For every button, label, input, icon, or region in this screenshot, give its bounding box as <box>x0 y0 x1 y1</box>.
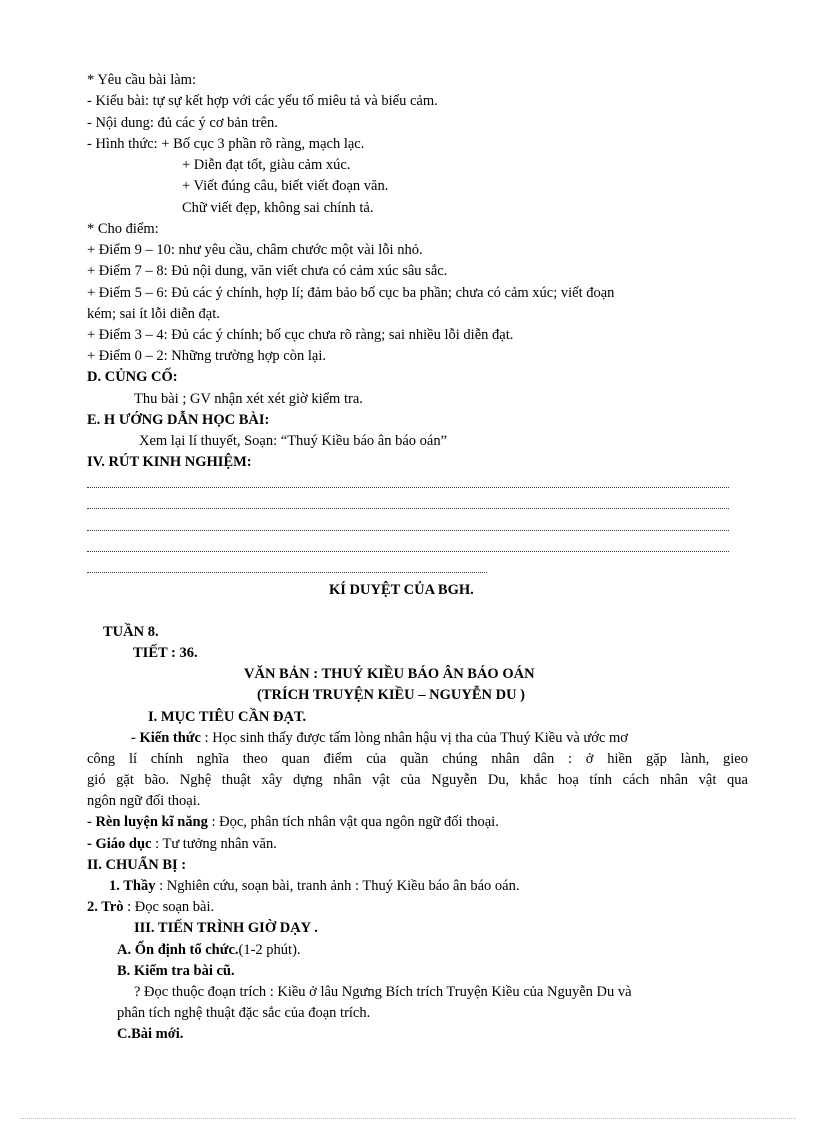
student-line <box>87 898 214 916</box>
grade-3-4: + Điểm 3 – 4: Đủ các ý chính; bố cục chưa rõ ràng; sai nhiều lỗi diễn đạt. <box>87 327 514 343</box>
knowledge-text-3: gió gặt bão. Nghệ thuật xây dựng nhân vật của Nguyễn Du, khắc hoạ tính cách nhân vật qua <box>87 772 748 788</box>
procedure-heading: III. TIẾN TRÌNH GIỜ DẠY . <box>134 920 318 936</box>
objectives-heading: I. MỤC TIÊU CẦN ĐẠT. <box>148 709 307 725</box>
knowledge-text-2: công lí chính nghĩa theo quan điểm của quần chúng nhân dân : ở hiền gặp lành, gieo <box>87 751 748 767</box>
education-label: - Giáo dục <box>87 836 152 852</box>
preparation-heading: II. CHUẨN BỊ : <box>87 857 187 873</box>
consolidation-text: Thu bài ; GV nhận xét xét giờ kiểm tra. <box>134 391 363 407</box>
dotted-line <box>87 571 487 573</box>
grade-5-6: + Điểm 5 – 6: Đủ các ý chính, hợp lí; đảm bảo bố cục ba phần; chưa có cảm xúc; viết đoạn <box>87 285 615 301</box>
guidance-text: Xem lại lí thuyết, Soạn: “Thuý Kiều báo ân báo oán” <box>139 433 448 449</box>
form-sub-line-1: + Diễn đạt tốt, giàu cảm xúc. <box>182 157 351 173</box>
teacher-label: 1. Thầy <box>109 878 156 894</box>
experience-heading: IV. RÚT KINH NGHIỆM: <box>87 454 252 470</box>
teacher-text: : Nghiên cứu, soạn bài, tranh ảnh : Thuý Kiều báo ân báo oán. <box>155 878 520 894</box>
guidance-heading: E. H ƯỚNG DẪN HỌC BÀI: <box>87 412 270 428</box>
review-question: ? Đọc thuộc đoạn trích : Kiều ở lâu Ngưng Bích trích Truyện Kiều của Nguyễn Du và <box>134 984 632 1000</box>
knowledge-line <box>131 729 628 747</box>
form-sub-line-3: Chữ viết đẹp, không sai chính tả. <box>182 200 374 216</box>
teacher-line <box>109 877 519 895</box>
grade-0-2: + Điểm 0 – 2: Những trường hợp còn lại. <box>87 348 326 364</box>
knowledge-text: : Học sinh thấy được tấm lòng nhân hậu vị tha của Thuý Kiều và ước mơ <box>200 730 628 746</box>
dotted-line <box>87 507 729 509</box>
week-label: TUẦN 8. <box>103 624 159 640</box>
skills-label: - Rèn luyện kĩ năng <box>87 814 208 830</box>
essay-type-line: - Kiểu bài: tự sự kết hợp với các yếu tố miêu tả và biểu cảm. <box>87 93 438 109</box>
skills-text: : Đọc, phân tích nhân vật qua ngôn ngữ đối thoại. <box>207 814 499 830</box>
organization-line <box>117 941 301 959</box>
knowledge-label: - Kiến thức <box>131 730 201 746</box>
organization-text: (1-2 phút). <box>238 942 301 958</box>
grade-7-8: + Điểm 7 – 8: Đủ nội dung, văn viết chưa có cảm xúc sâu sắc. <box>87 263 448 279</box>
content-line: - Nội dung: đủ các ý cơ bản trên. <box>87 115 278 131</box>
requirements-heading: * Yêu cầu bài làm: <box>87 72 196 88</box>
skills-line <box>87 813 499 831</box>
education-text: : Tư tưởng nhân văn. <box>151 836 277 852</box>
period-label: TIẾT : 36. <box>133 645 198 661</box>
review-question-cont: phân tích nghệ thuật đặc sắc của đoạn trích. <box>117 1005 371 1021</box>
dotted-line <box>87 529 729 531</box>
dotted-line <box>87 550 729 552</box>
form-line: - Hình thức: + Bố cục 3 phần rõ ràng, mạch lạc. <box>87 136 365 152</box>
student-label: 2. Trò <box>87 899 124 915</box>
page-bottom-border <box>20 1118 796 1119</box>
dotted-line <box>87 486 729 488</box>
student-text: : Đọc soạn bài. <box>123 899 215 915</box>
review-heading: B. Kiểm tra bài cũ. <box>117 963 235 979</box>
grade-5-6-cont: kém; sai ít lỗi diễn đạt. <box>87 306 220 322</box>
approval-signature-label: KÍ DUYỆT CỦA BGH. <box>329 582 474 598</box>
form-sub-line-2: + Viết đúng câu, biết viết đoạn văn. <box>182 178 389 194</box>
education-line <box>87 835 277 853</box>
grade-9-10: + Điểm 9 – 10: như yêu cầu, châm chước một vài lỗi nhỏ. <box>87 242 423 258</box>
lesson-subtitle: (TRÍCH TRUYỆN KIỀU – NGUYỄN DU ) <box>257 687 526 703</box>
knowledge-text-4: ngôn ngữ đối thoại. <box>87 793 201 809</box>
lesson-title: VĂN BẢN : THUÝ KIỀU BÁO ÂN BÁO OÁN <box>244 666 535 682</box>
organization-label: A. Ổn định tổ chức. <box>117 942 239 958</box>
consolidation-heading: D. CỦNG CỐ: <box>87 369 178 385</box>
grading-heading: * Cho điểm: <box>87 221 159 237</box>
new-lesson-heading: C.Bài mới. <box>117 1026 184 1042</box>
